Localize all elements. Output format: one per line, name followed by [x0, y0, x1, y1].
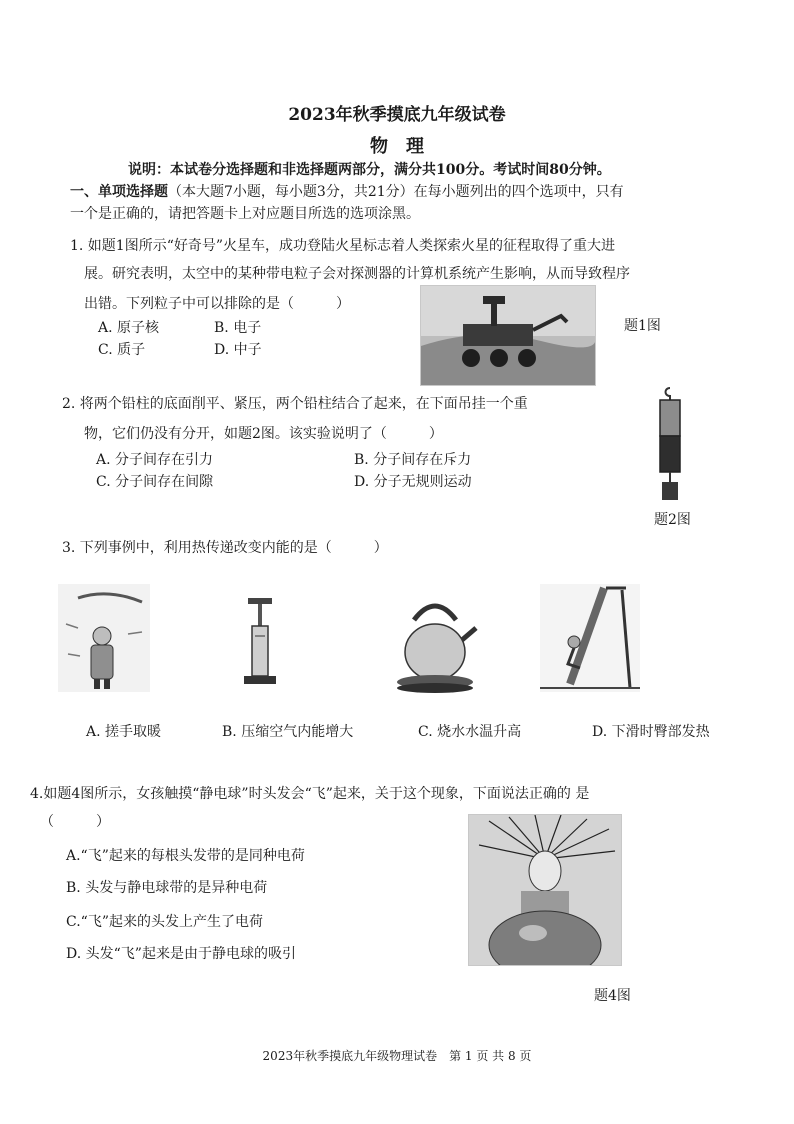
kettle-picture [392, 590, 478, 694]
air-pump-picture [240, 596, 280, 688]
q1-figure-caption: 题1图 [624, 318, 661, 334]
q3-option-b: B. 压缩空气内能增大 [222, 724, 354, 740]
q2-option-b: B. 分子间存在斥力 [354, 452, 472, 468]
q2-line2: 物，它们仍没有分开，如题2图。该实验说明了（ ） [84, 426, 443, 442]
rubbing-hands-picture [58, 584, 150, 692]
q2-option-a: A. 分子间存在引力 [96, 452, 214, 468]
q1-line3: 出错。下列粒子中可以排除的是（ ） [84, 296, 350, 312]
q2-figure-caption: 题2图 [654, 512, 691, 528]
q4-option-d: D. 头发“飞”起来是由于静电球的吸引 [66, 946, 296, 962]
section-desc: （本大题7小题，每小题3分，共21分）在每小题列出的四个选项中，只有 [168, 184, 624, 200]
section-heading: 一、单项选择题 [70, 184, 168, 200]
q2-option-c: C. 分子间存在间隙 [96, 474, 214, 490]
q3-option-d: D. 下滑时臀部发热 [592, 724, 710, 740]
q1-option-b: B. 电子 [214, 320, 262, 336]
q3-line1: 3. 下列事例中，利用热传递改变内能的是（ ） [62, 540, 388, 556]
q2-line1: 2. 将两个铅柱的底面削平、紧压，两个铅柱结合了起来，在下面吊挂一个重 [62, 396, 528, 412]
q4-option-a: A.“飞”起来的每根头发带的是同种电荷 [66, 848, 305, 864]
q1-option-c: C. 质子 [98, 342, 146, 358]
lead-cylinder-figure [652, 386, 688, 504]
q4-option-c: C.“飞”起来的头发上产生了电荷 [66, 914, 263, 930]
q1-option-d: D. 中子 [214, 342, 262, 358]
page-footer: 2023年秋季摸底九年级物理试卷 第 1 页 共 8 页 [262, 1049, 532, 1063]
q1-line1: 1. 如题1图所示“好奇号”火星车，成功登陆火星标志着人类探索火星的征程取得了重大进 [70, 238, 616, 254]
q3-option-a: A. 搓手取暖 [86, 724, 162, 740]
q1-line2: 展。研究表明，太空中的某种带电粒子会对探测器的计算机系统产生影响，从而导致程序 [84, 266, 630, 282]
q4-option-b: B. 头发与静电球带的是异种电荷 [66, 880, 268, 896]
exam-title: 2023年秋季摸底九年级试卷 [288, 105, 506, 125]
section-one [70, 182, 624, 202]
q4-line1: 4.如题4图所示，女孩触摸“静电球”时头发会“飞”起来，关于这个现象，下面说法正确的 是 [30, 786, 590, 802]
mars-rover-photo [420, 285, 596, 386]
q2-option-d: D. 分子无规则运动 [354, 474, 472, 490]
section-desc-line2: 一个是正确的，请把答题卡上对应题目所选的选项涂黑。 [70, 206, 420, 222]
q1-option-a: A. 原子核 [98, 320, 160, 336]
exam-notice: 说明：本试卷分选择题和非选择题两部分，满分共100分。考试时间80分钟。 [128, 162, 611, 178]
q3-option-c: C. 烧水水温升高 [418, 724, 522, 740]
static-ball-photo [468, 814, 622, 966]
subject-title: 物 理 [370, 136, 424, 157]
q4-line2: （ ） [40, 814, 110, 830]
slide-picture [540, 584, 640, 692]
q4-figure-caption: 题4图 [594, 988, 631, 1004]
